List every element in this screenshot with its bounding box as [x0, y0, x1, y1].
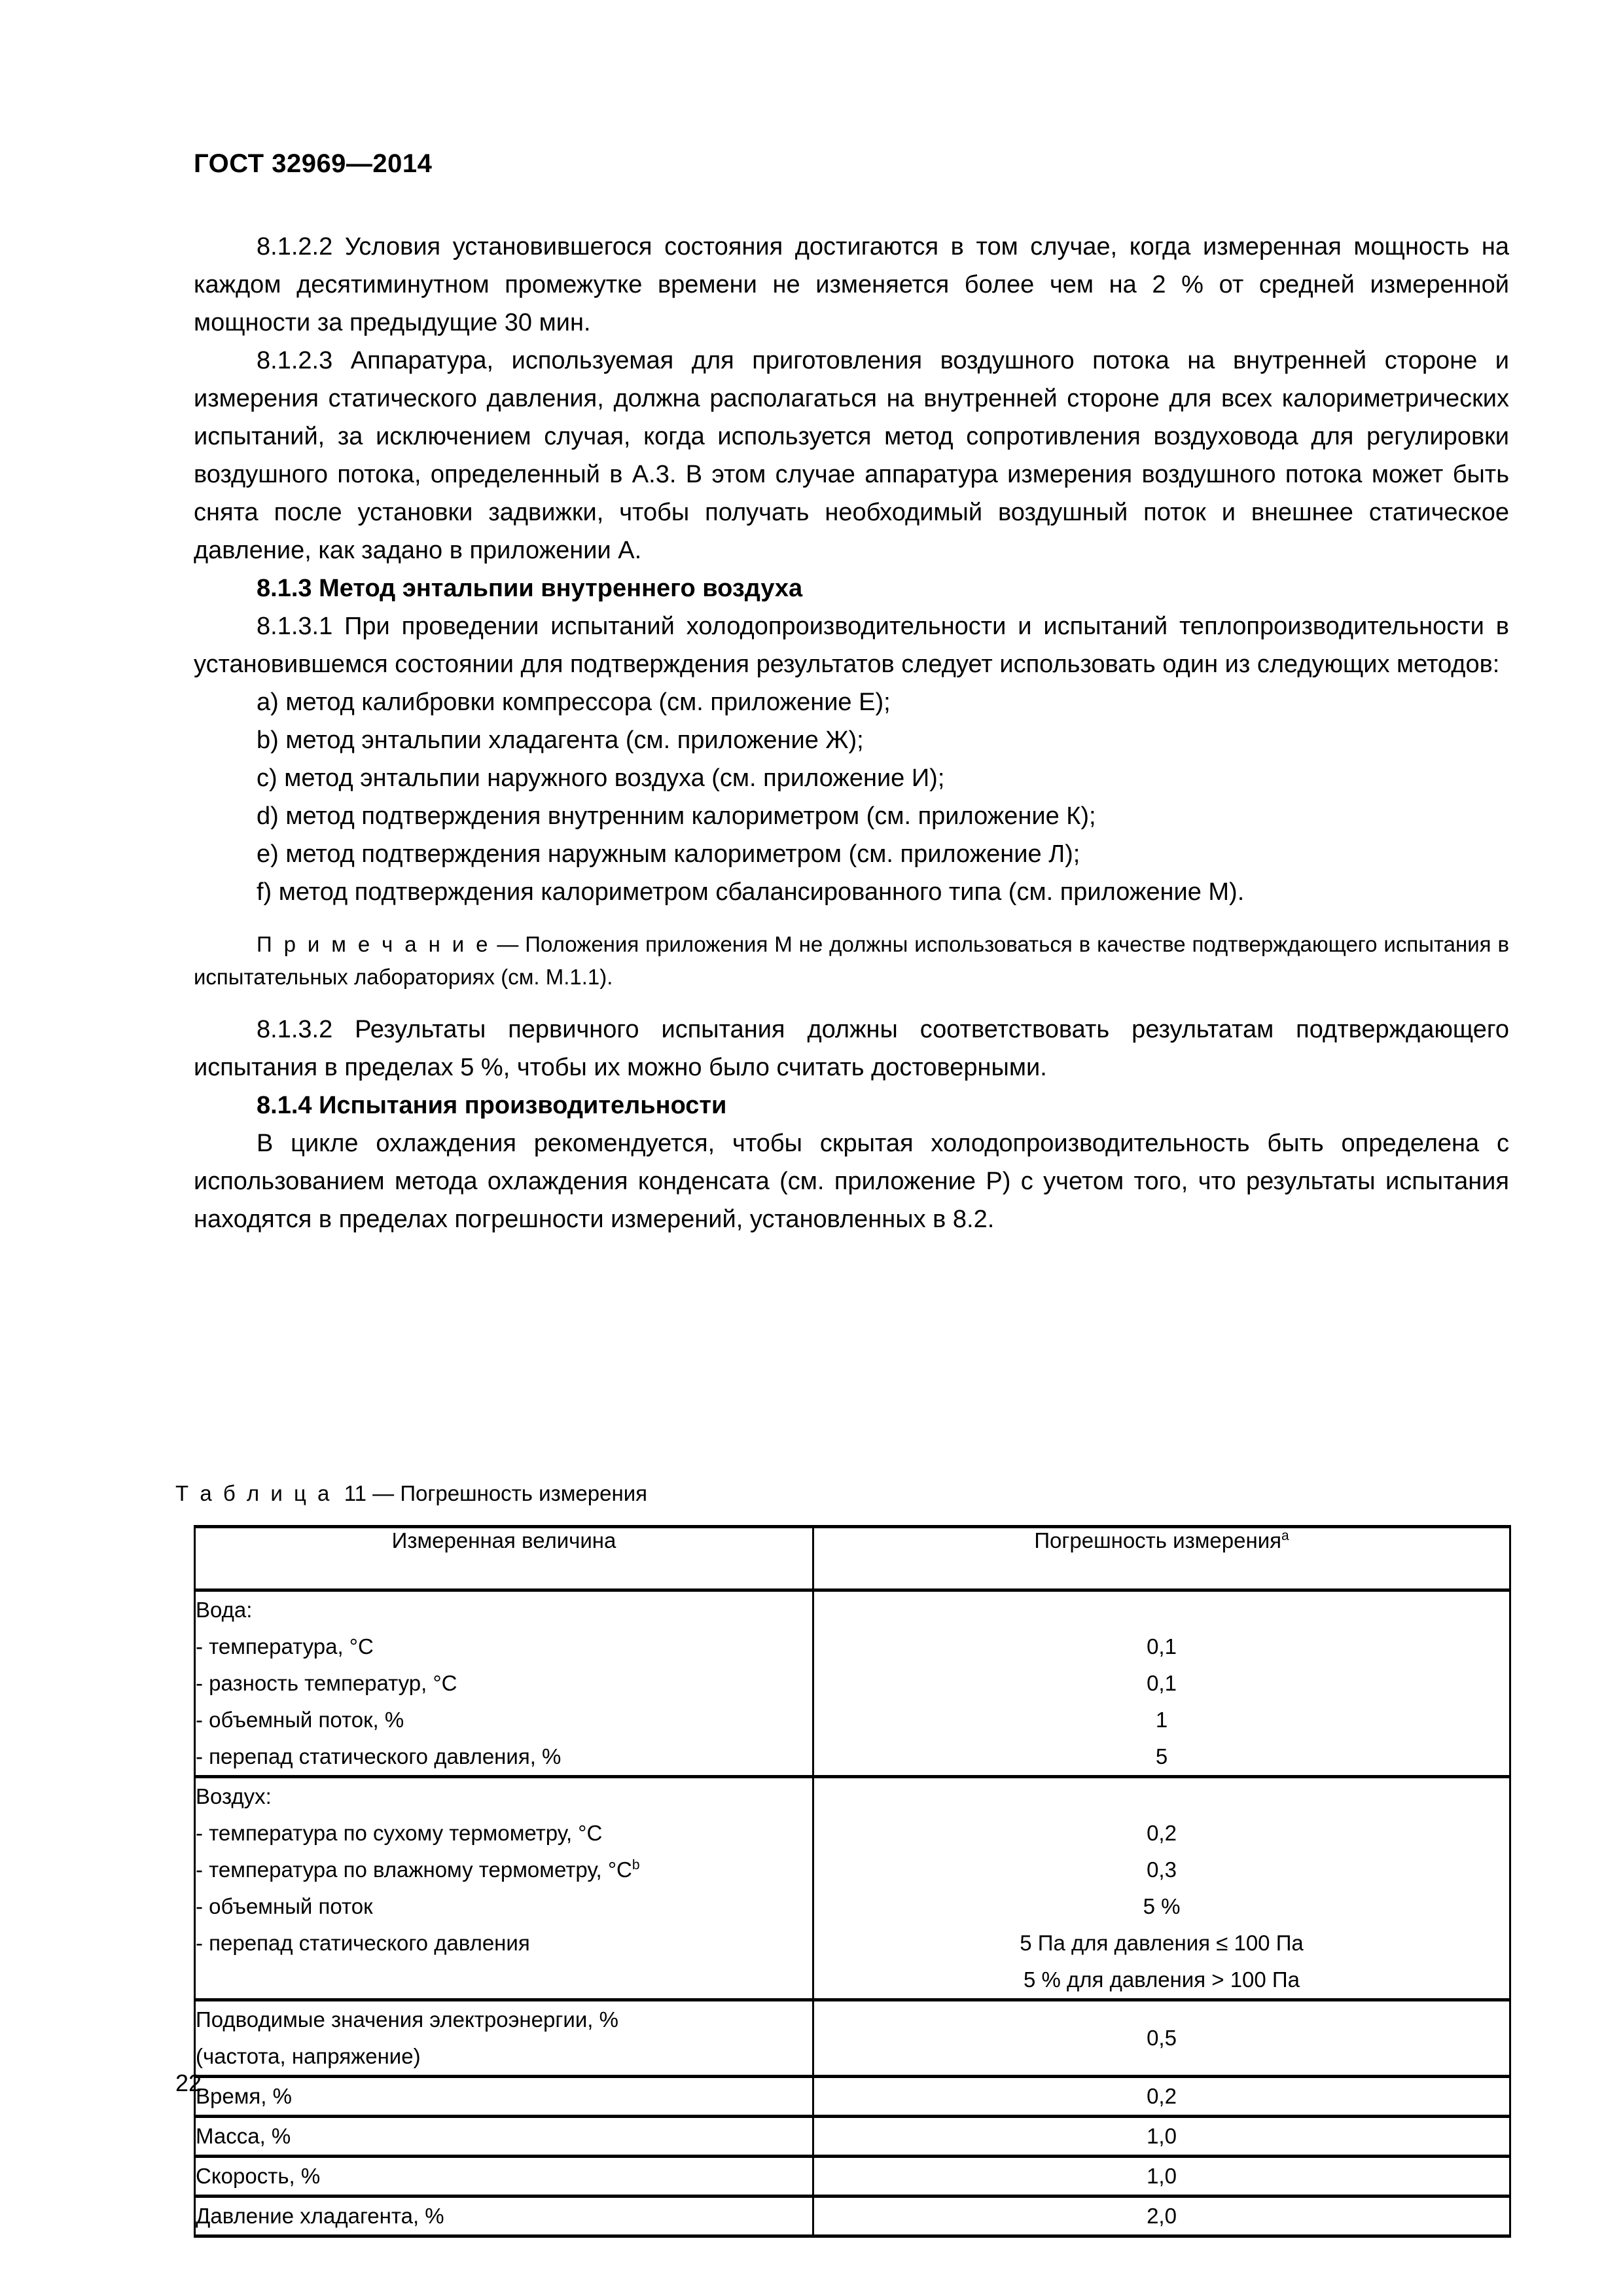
paragraph-8-1-2-2: 8.1.2.2 Условия установившегося состояния достигаются в том случае, когда измеренная мощность на каждом десятиминутном промежутке времени не изменяется более чем на 2 % от средней измеренной мощности за предыдущие 30 мин.	[194, 233, 1509, 336]
cell-label-air-static-pressure-drop: - перепад статического давления	[195, 1925, 813, 1962]
measurement-accuracy-table-wrapper	[194, 1525, 1509, 2238]
cell-value-air-volume-flow: 5 %	[813, 1888, 1510, 1925]
table-caption	[175, 1479, 647, 1508]
cell-label-text: - температура по влажному термометру, °C	[196, 1857, 632, 1882]
list-item-method-a: a) метод калибровки компрессора (см. приложение Е);	[257, 689, 891, 716]
cell-value-water-temperature-difference: 0,1	[813, 1665, 1510, 1702]
cell-label-water-temperature-difference: - разность температур, °C	[195, 1665, 813, 1702]
cell-label-mass: Масса, %	[195, 2117, 813, 2157]
heading-8-1-4: 8.1.4 Испытания производительности	[257, 1092, 727, 1119]
note-label: П р и м е ч а н и е	[257, 932, 491, 956]
cell-label-air-wet-bulb-temperature	[195, 1852, 813, 1888]
spacer-before-note	[194, 911, 1509, 928]
cell-label-water-volume-flow: - объемный поток, %	[195, 1702, 813, 1738]
note-block	[194, 928, 1509, 994]
table-row	[195, 2077, 1510, 2117]
cell-label-line-1: Подводимые значения электроэнергии, %	[196, 2007, 618, 2032]
table-row	[195, 1665, 1510, 1702]
table-caption-number: 11	[344, 1481, 366, 1505]
cell-value-speed: 1,0	[813, 2157, 1510, 2197]
cell-value-air-dry-bulb-temperature: 0,2	[813, 1815, 1510, 1852]
cell-value-air-wet-bulb-temperature: 0,3	[813, 1852, 1510, 1888]
heading-8-1-3: 8.1.3 Метод энтальпии внутреннего воздуха	[257, 575, 803, 602]
table-row	[195, 1702, 1510, 1738]
column-header-label: Погрешность измерения	[1034, 1528, 1281, 1552]
list-item-method-e: e) метод подтверждения наружным калориметром (см. приложение Л);	[257, 840, 1080, 868]
table-row	[195, 2117, 1510, 2157]
table-row	[195, 1590, 1510, 1629]
cell-label-air-static-pressure-drop-cont	[195, 1962, 813, 2000]
cell-label-air-volume-flow: - объемный поток	[195, 1888, 813, 1925]
note-text: — Положения приложения М не должны использоваться в качестве подтверждающего испытания в испытательных лабораториях (см. М.1.1).	[194, 932, 1509, 989]
measurement-accuracy-table	[194, 1525, 1511, 2238]
cell-group-value-air	[813, 1777, 1510, 1816]
cell-group-title-water: Вода:	[195, 1590, 813, 1629]
cell-label-line-2: (частота, напряжение)	[196, 2044, 421, 2068]
paragraph-8-1-3-2: 8.1.3.2 Результаты первичного испытания должны соответствовать результатам подтверждающего испытания в пределах 5 %, чтобы их можно было считать достоверными.	[194, 1016, 1509, 1081]
table-row	[195, 2157, 1510, 2197]
cell-group-title-air: Воздух:	[195, 1777, 813, 1816]
table-row	[195, 2000, 1510, 2077]
cell-value-refrigerant-pressure: 2,0	[813, 2197, 1510, 2236]
cell-label-speed: Скорость, %	[195, 2157, 813, 2197]
cell-label-water-static-pressure-drop: - перепад статического давления, %	[195, 1738, 813, 1777]
table-row	[195, 1628, 1510, 1665]
cell-value-water-temperature: 0,1	[813, 1628, 1510, 1665]
column-header-measurement-accuracy	[813, 1527, 1510, 1590]
cell-label-time: Время, %	[195, 2077, 813, 2117]
table-row	[195, 1815, 1510, 1852]
table-row	[195, 2197, 1510, 2236]
cell-label-refrigerant-pressure: Давление хладагента, %	[195, 2197, 813, 2236]
document-body	[194, 228, 1509, 1238]
cell-value-mass: 1,0	[813, 2117, 1510, 2157]
table-caption-label: Т а б л и ц а	[175, 1481, 332, 1505]
table-row	[195, 1738, 1510, 1777]
table-header	[195, 1527, 1510, 1590]
table-caption-text: — Погрешность измерения	[366, 1481, 648, 1505]
paragraph-8-1-3-1: 8.1.3.1 При проведении испытаний холодопроизводительности и испытаний теплопроизводительности в установившемся состоянии для подтверждения результатов следует использовать один из следующих методов:	[194, 613, 1509, 678]
footnote-marker-b: b	[632, 1857, 640, 1873]
footnote-marker-a: a	[1281, 1528, 1289, 1543]
cell-value-water-volume-flow: 1	[813, 1702, 1510, 1738]
cell-value-text: 0,5	[1147, 2026, 1177, 2050]
page-header: ГОСТ 32969—2014	[194, 149, 433, 178]
cell-value-time: 0,2	[813, 2077, 1510, 2117]
table-row	[195, 1962, 1510, 2000]
list-item-method-f: f) метод подтверждения калориметром сбалансированного типа (см. приложение М).	[257, 878, 1245, 906]
table-row	[195, 1852, 1510, 1888]
spacer-after-note	[194, 994, 1509, 1011]
cell-value-supplied-electricity	[813, 2000, 1510, 2077]
cell-value-air-static-pressure-drop-low: 5 Па для давления ≤ 100 Па	[813, 1925, 1510, 1962]
table-body	[195, 1590, 1510, 2236]
table-row	[195, 1888, 1510, 1925]
cell-value-water-static-pressure-drop: 5	[813, 1738, 1510, 1777]
cell-value-air-static-pressure-drop-high: 5 % для давления > 100 Па	[813, 1962, 1510, 2000]
list-item-method-b: b) метод энтальпии хладагента (см. приложение Ж);	[257, 726, 864, 754]
cell-group-value-water	[813, 1590, 1510, 1629]
list-item-method-c: c) метод энтальпии наружного воздуха (см. приложение И);	[257, 764, 945, 792]
cell-label-supplied-electricity	[195, 2000, 813, 2077]
paragraph-8-1-4: В цикле охлаждения рекомендуется, чтобы скрытая холодопроизводительность быть определена с использованием метода охлаждения конденсата (см. приложение Р) с учетом того, что результаты испытания находятся в пределах погрешности измерений, установленных в 8.2.	[194, 1130, 1509, 1233]
cell-label-water-temperature: - температура, °C	[195, 1628, 813, 1665]
table-row	[195, 1925, 1510, 1962]
table-header-row	[195, 1527, 1510, 1590]
list-item-method-d: d) метод подтверждения внутренним калориметром (см. приложение К);	[257, 802, 1096, 830]
paragraph-8-1-2-3: 8.1.2.3 Аппаратура, используемая для приготовления воздушного потока на внутренней стороне и измерения статического давления, должна располагаться на внутренней стороне для всех калориметрических испытаний, за исключением случая, когда используется метод сопротивления воздуховода для регулировки воздушного потока, определенный в А.3. В этом случае аппаратура измерения воздушного потока может быть снята после установки задвижки, чтобы получать необходимый воздушный поток и внешнее статическое давление, как задано в приложении А.	[194, 347, 1509, 564]
cell-label-air-dry-bulb-temperature: - температура по сухому термометру, °C	[195, 1815, 813, 1852]
page-number: 22	[175, 2070, 202, 2096]
column-header-measured-quantity: Измеренная величина	[195, 1527, 813, 1590]
table-row	[195, 1777, 1510, 1816]
